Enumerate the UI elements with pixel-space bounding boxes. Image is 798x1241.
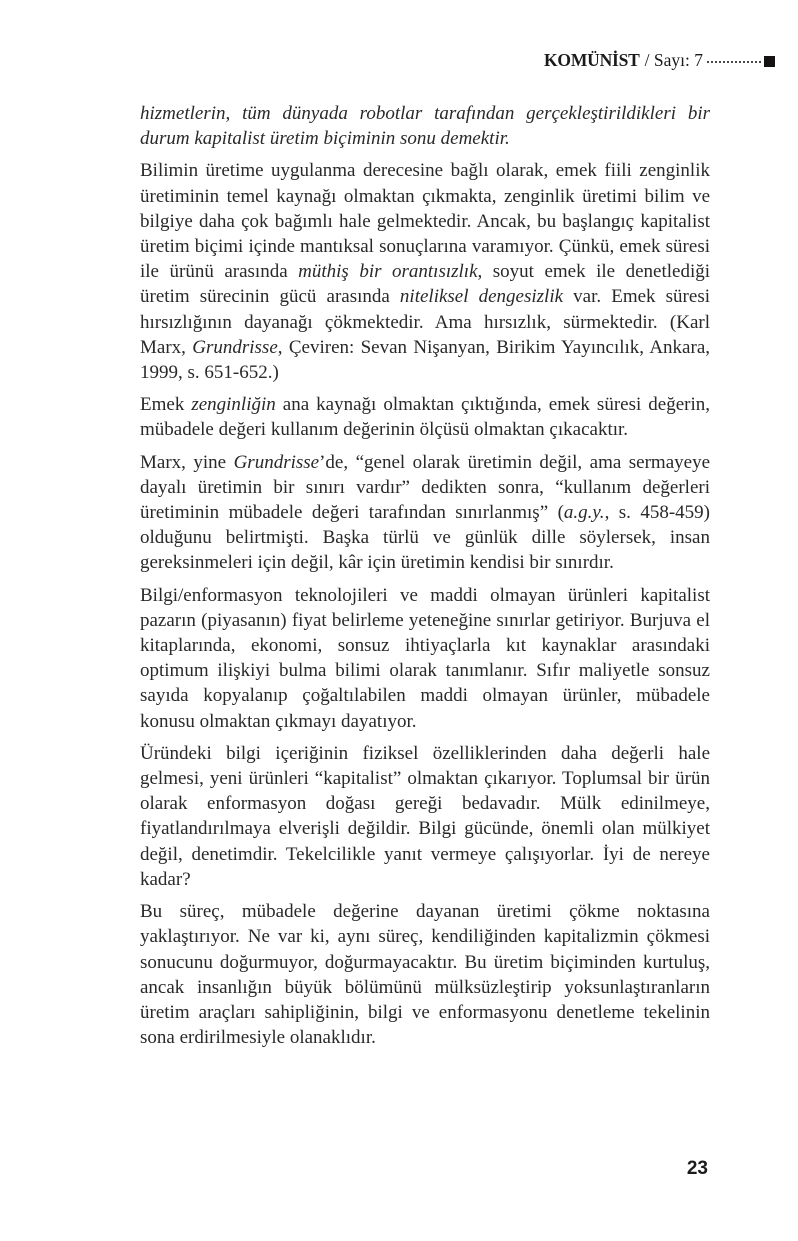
- paragraph: [140, 899, 710, 1050]
- italic-text-run: Grundrisse: [233, 451, 320, 473]
- paragraph: [140, 741, 710, 892]
- article-body: [140, 101, 710, 1057]
- magazine-title: KOMÜNİST: [544, 50, 640, 70]
- italic-text-run: a.g.y.: [563, 502, 605, 524]
- paragraph: [140, 583, 710, 734]
- page-number: 23: [686, 1158, 708, 1179]
- text-run: var. Emek süresi hırsızlığının dayanağı çökmektedir. Ama hırsızlık, sürmektedir. (Karl Marx,: [140, 286, 710, 358]
- text-run: Marx, yine: [140, 451, 234, 473]
- text-run: Emek: [140, 394, 192, 416]
- text-run: ’de, “genel olarak üretimin değil, ama sermayeye dayalı üretimin bir sınırı vardır” dedikten sonra, “kullanım değerleri üretiminin mübadele değeri tarafından sınırlanmış” (: [140, 451, 710, 524]
- paragraph: [140, 450, 710, 576]
- paragraph: [140, 158, 710, 385]
- italic-text-run: niteliksel dengesizlik: [399, 286, 564, 308]
- italic-text-run: hizmetlerin, tüm dünyada robotlar tarafından gerçekleştirildikleri bir durum kapitalist üretim biçiminin sonu demektir.: [140, 103, 710, 150]
- text-run: Bu süreç, mübadele değerine dayanan üretimi çökme noktasına yaklaştırıyor. Ne var ki, aynı süreç, kendiliğinden kapitalizmin çökmesi sonucunu doğurmuyor, doğurmayacaktır. Bu üretim biçiminden kurtuluş, ancak insanlığın büyük bölümünü mülksüzleştirip yoksunlaştıranların üretim araçları sahipliğinin, bilgi ve enformasyonu denetleme tekelinin sona erdirilmesiyle olanaklıdır.: [140, 901, 710, 1049]
- text-run: , soyut emek ile denetlediği üretim sürecinin gücü arasında: [140, 261, 711, 308]
- running-head: [544, 50, 775, 71]
- issue-label: / Sayı: 7: [644, 50, 703, 70]
- italic-text-run: zenginliğin: [191, 394, 276, 416]
- text-run: Üründeki bilgi içeriğinin fiziksel özelliklerinden daha değerli hale gelmesi, yeni ürünleri “kapitalist” olmaktan çıkarıyor. Toplumsal bir ürün olarak enformasyon doğası gereği bedavadır. Mülk edinilmeye, fiyatlandırılmaya elverişli değildir. Bilgi gücünde, önemli olan mülkiyet değil, denetimdir. Tekelcilikle yanıt vermeye çalışıyorlar. İyi de nereye kadar?: [140, 742, 710, 890]
- italic-text-run: Grundrisse: [192, 336, 278, 358]
- paragraph: [140, 392, 710, 442]
- paragraph: [140, 101, 710, 151]
- text-run: Bilgi/enformasyon teknolojileri ve maddi olmayan ürünleri kapitalist pazarın (piyasanın) fiyat belirleme yeteneğine sınırlar getiriyor. Burjuva el kitaplarında, ekonomi, sonsuz ihtiyaçlarla kıt kaynaklar arasındaki optimum ilişkiyi bulma bilimi olarak tanımlanır. Sıfır maliyetle sonsuz sayıda kopyalanıp çoğaltılabilen maddi olmayan ürünler, mübadele konusu olmaktan çıkmayı dayatıyor.: [140, 584, 710, 732]
- text-run: , s. 458-459) olduğunu belirtmişti. Başka türlü ve günlük dille söylersek, insan gereksinmeleri için değil, kâr için üretimin kendisi bir sınırdır.: [140, 502, 710, 574]
- square-marker-icon: [764, 56, 775, 67]
- text-run: , Çeviren: Sevan Nişanyan, Birikim Yayıncılık, Ankara, 1999, s. 651-652.): [140, 336, 710, 384]
- text-run: Bilimin üretime uygulanma derecesine bağlı olarak, emek fiili zenginlik üretiminin temel kaynağı olmaktan çıkmakta, zenginlik üretimi bilim ve bilgiye daha çok bağımlı hale gelmektedir. Ancak, bu başlangıç kapitalist üretim biçimi içinde mantıksal sonuçlarına varamıyor. Çünkü, emek süresi ile ürünü arasında: [140, 160, 710, 283]
- italic-text-run: müthiş bir orantısızlık: [298, 261, 478, 283]
- dotted-leader-rule: [707, 61, 761, 63]
- text-run: ana kaynağı olmaktan çıktığında, emek süresi değerin, mübadele değeri kullanım değerinin ölçüsü olmaktan çıkacaktır.: [140, 394, 710, 441]
